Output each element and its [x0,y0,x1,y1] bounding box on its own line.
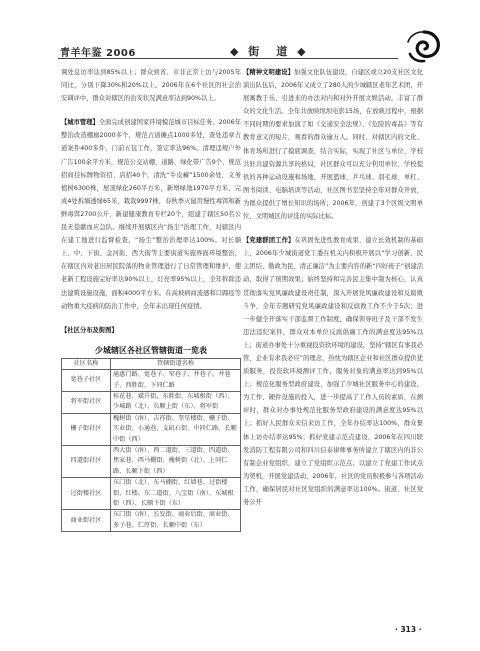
intro-paragraph: 调处息访率达到85%以上；群众到省、市非正常上访与2005年同比，分别下降30%和20%以上。2006年在6个社区的社会治安调评中，群众对辖区的治安状况满意率达到90%以上。 [61,69,241,103]
table-row [62,413,241,445]
table-row [62,392,241,414]
table-row [62,478,241,510]
table-row [62,446,241,478]
spiritual-civilization-heading: 【精神文明建设】 [243,69,294,76]
community-streets-table [61,358,241,533]
yearbook-title: 青羊年鉴 2006 [60,48,136,59]
street-list: 桂花巷、斌升街、东胜街、东城根街（西）、少城路（北）、长顺上街（东）、将军街 [111,392,241,414]
city-management-paragraph [61,116,241,312]
spiritual-civilization-paragraph [243,66,423,223]
street-list: 槐树街（南）、吉祥街、奎星楼街、栅子街、实业街、小通巷、支矶石街、中同仁路、长顺中街（西） [111,413,241,445]
party-building-heading: 【党建群团工作】 [243,237,295,245]
page-header [0,0,480,58]
party-building-paragraph [243,234,423,509]
spacer [61,105,241,116]
community-name: 将军街社区 [62,392,111,414]
street-list: 东门街（北）、东马棚街、红墙巷、过街楼街、红楼、东二道街、八宝街（南）、东城根街（西）、长顺下街（东） [111,478,241,510]
column-header: 管辖街道名称 [111,358,241,369]
street-list: 东门街（南）、长发街、商业后街、商业街、多子巷、仁厚街、长顺中街（东） [111,510,241,532]
spacer [61,313,241,324]
community-name: 栅子街社区 [62,413,111,445]
spacer [243,223,423,234]
table-title: 少城辖区各社区管辖街道一览表 [95,345,207,355]
left-column [61,66,241,532]
swirl-logo-icon [404,28,444,64]
party-building-text: 在巩固先进性教育成果、建立长效机制的基础上，2006年少城街道党工委在机关内积极开展以“学习创新、民主团结、勤政为民、清正廉洁”为主要内容的新“四好班子”创建活动，取得了预期效果；始终坚持和完善民主集中制为核心，认真贯彻落实党风廉政建设责任制，深入开展党风廉政建设和反腐败斗争，全年专题研究党风廉政建设和反腐败工作不少于5次；进一步健全开落实干部监督工作制度，确保领导班子及干部不发生违法违纪案件，群众对本单位反腐倡廉工作的满意度达95%以上；街道办事处十分重视投资软环境的建设，坚持“辖区有事我必管、企业有求我必应”的理念，热忱为辖区企业和社区群众提供优质服务，投资软环境测评工作，服务对象的满意率达到95%以上；规范化服务型政府建设，加强了少城社区服务中心的建设，为工作、硬件设施的投入，进一步提高了工作人员的素质，在测评时，群众对办事处规范化服务型政府建设的满意度达95%以上；抓好人民群众来信来访工作，全年办结率达100%，群众集体上访办结率达95%；抓好党建示范点建设，2006年在四川联发消防工程有限公司和四川信泰律师事务所建立了辖区内的非公有制企业党组织，建立了党组织示范点；以建立了党建工作试点为契机，开展党建活动，2006年，社区的党员积极参与各项活动工作，确保居民对社区党组织的满意率达100%。街道、社区党务公开 [243,237,424,506]
header-rule [58,58,398,59]
right-column [243,66,423,509]
section-title: ◆ 街 道 ◆ [230,45,309,58]
street-list: 西大街（南）、西二道街、三道街、四道街、焦家巷、西马棚街、槐树街（北）、上同仁路、长顺下街（西） [111,446,241,478]
column-header: 社区名称 [62,358,111,369]
table-row [62,510,241,532]
page-number: · 313 · [395,625,422,634]
table-row [62,370,241,392]
community-name: 四道街社区 [62,446,111,478]
city-management-heading: 【城市管理】 [61,119,99,127]
table-header-row [62,358,241,369]
city-management-text: 全面完成创建国家环境模范城市目标任务。2006年整治改造棚廊2000多个，规范占道摊点1000多处，查处违章占道案件400多件，门前五包工作，签定率达96%。清理违规户外广告100余平方米，规范公交站棚、道路、绿化带广告9个，规范招商挂标牌物资招、店招40个，清洗“牛皮癣”1500余处，义务植树6300株，屋顶绿化260平方米，新增绿地1970平方米，完成4处拆墙透绿65米，栽裁9997株，春秋季灭鼠用慢性毒饵和新鲜毒饵2700公斤，新建健康教育专栏20个，组建了辖区50名公民无偿献血应急队。继续开展辖区内“扬尘”治理工作，对辖区内在建工地进行监督检查，“扬尘”整治治理率达100%。对长顺上、中、下街、金河街、西大街等主要街道实施界面环境整治，在辖区内对老旧居民院落的物业管理进行了日常管理和维护，使老新工程设施完好率达90%以上，灯亮率95%以上，全年拆除违法建筑设施设施，面积4000平方米。在高坡病商流感和口蹄疫等动物重大疫病的防治工作中，全年未出现任何疫情。 [61,119,241,310]
community-name: 宽巷子社区 [62,370,111,392]
community-name: 商业街社区 [62,510,111,532]
community-distribution-heading: 【社区分布及街图】 [61,326,118,334]
spiritual-civilization-text: 加强文化队伍建设，自建区或立20支社区文化演出队伍后，2006年又成立了280人的少城辖区老年艺术团，开展寓教于乐、引进来的办法对内和对外开展文娱活动，丰富了群众的文化生活。全年共放映坝坝电影15场，在放映过程中，根据不同时期的要求加演了如《交通安全法规》、《危险的毒品》等有教育意义的短片，观看的群众逾万人。同时，对辖区内的文化、体育场所进行了摸底调查，结合实际，实现了社区与单位、学校共驻共建资源共享的格局，社区群众可以充分利用单位、学校提供的各种运动设施和场地，开展篮球、乒乓球、羽毛球、单杠、图书阅读、电脑培训等活动，社区图书室坚持全年对群众开放，为群众提供了增长知识的场所；2006年，创建了3个区级文明单位、文明城区的评选的实际比标。 [243,69,424,221]
street-list: 通惠门路、宽巷子、窄巷子、井巷子、井巷子、西胜街、下同仁路 [111,370,241,392]
community-name: 过街楼社区 [62,478,111,510]
